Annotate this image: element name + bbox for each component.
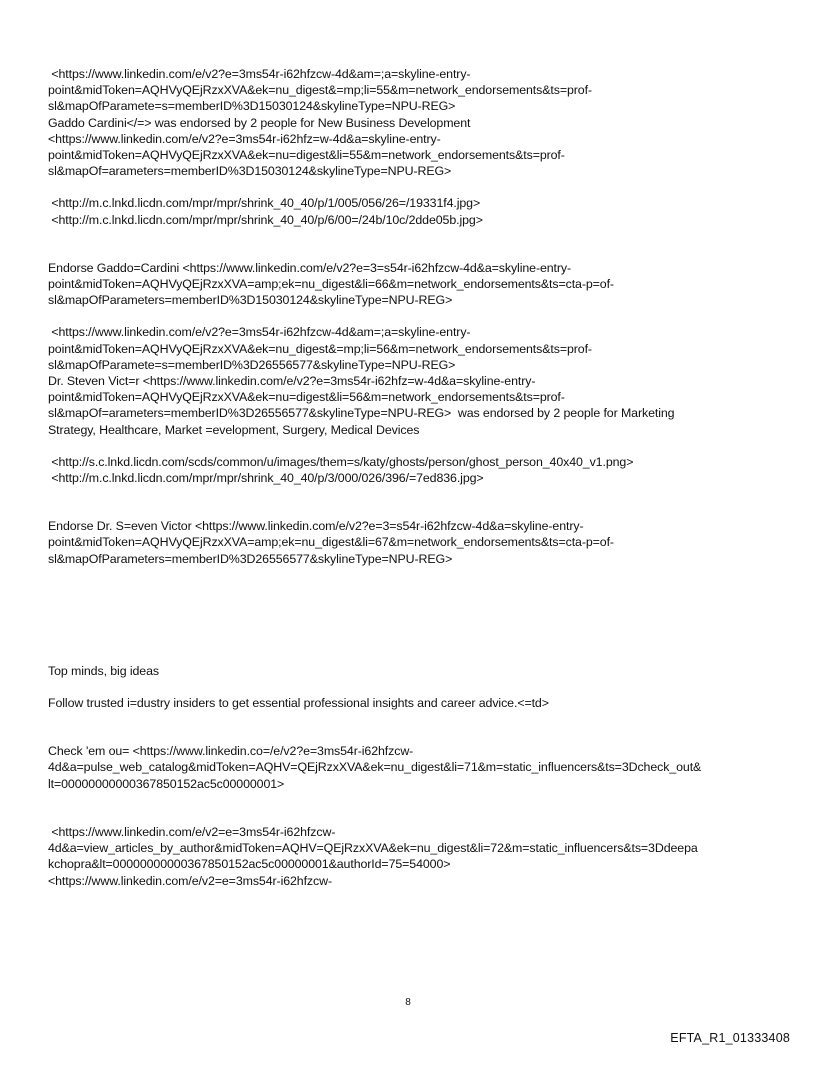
endorse-gaddo-link: Endorse Gaddo=Cardini <https://www.linkedin.com/e/v2?e=3=s54r-i62hfzcw-4d&a=skyline-entry- point&midToken=AQHVyQEjRzxXVA=amp;ek=nu_digest&li=66&m=network_endorsements&ts=cta-p=of- sl&mapOfParameters=memberID%3D15030124&skylineType=NPU-REG> bbox=[48, 260, 614, 308]
document-id: EFTA_R1_01333408 bbox=[670, 1031, 790, 1045]
image-links-gaddo: <http://m.c.lnkd.licdn.com/mpr/mpr/shrink_40_40/p/1/005/056/26=/19331f4.jpg> <http://m.c.lnkd.licdn.com/mpr/mpr/shrink_40_40/p/6/00=/24b/10c/2dde05b.jpg> bbox=[51, 196, 483, 227]
document-body bbox=[48, 66, 778, 889]
image-links-steven: <http://s.c.lnkd.licdn.com/scds/common/u/images/them=s/katy/ghosts/person/ghost_person_40x40_v1.png> <http://m.c.lnkd.licdn.com/mpr/mpr/shrink_40_40/p/3/000/026/396/=7ed836.jpg> bbox=[51, 454, 634, 486]
section-heading: Top minds, big ideas bbox=[48, 663, 159, 678]
check-out-link: Check 'em ou= <https://www.linkedin.co=/e/v2?e=3ms54r-i62hfzcw- 4d&a=pulse_web_catalog&midToken=AQHV=QEjRzxXVA&ek=nu_digest&li=71&m=static_influencers&ts=3Dcheck_out& lt=00000000000367850152ac5c00000001> bbox=[48, 744, 702, 791]
endorse-steven-link: Endorse Dr. S=even Victor <https://www.linkedin.com/e/v2?e=3=s54r-i62hfzcw-4d&a=skyline-entry- point&midToken=AQHVyQEjRzxXVA=amp;ek=nu_digest&li=67&m=network_endorsements&ts=cta-p=of- sl&mapOfParameters=memberID%3D26556577&skylineType=NPU-REG> bbox=[48, 519, 614, 566]
endorsement-steven-victor: <https://www.linkedin.com/e/v2?e=3ms54r-i62hfzcw-4d&am=;a=skyline-entry- point&midToken=AQHVyQEjRzxXVA&ek=nu_digest&=mp;li=56&m=network_endorsements&ts=prof- sl&mapOfParamete=s=memberID%3D26556577&skylineType=NPU-REG> Dr. Steven Vict=r <https://www.linkedin.com/e/v2?e=3ms54r-i62hfz=w-4d&a=skyline-entry- point&midToken=AQHVyQEjRzxXVA&ek=nu=digest&li=56&m=network_endorsements&ts=prof- sl&mapOf=arameters=memberID%3D26556577&skylineType=NPU-REG> was endorsed by 2 people for Marketing Strategy, Healthcare, Market =evelopment, Surgery, Medical Devices bbox=[48, 325, 675, 437]
page-number: 8 bbox=[405, 997, 411, 1008]
section-description: Follow trusted i=dustry insiders to get essential professional insights and career advice.<=td> bbox=[48, 696, 549, 711]
view-articles-link: <https://www.linkedin.com/e/v2=e=3ms54r-i62hfzcw- 4d&a=view_articles_by_author&midToken=AQHV=QEjRzxXVA&ek=nu_digest&li=72&m=static_influencers&ts=3Ddeepa kchopra&lt=00000000000367850152ac5c00000001&authorId=75=54000> <https://www.linkedin.com/e/v2=e=3ms54r-i62hfzcw- bbox=[48, 824, 698, 888]
endorsement-gaddo-cardini: <https://www.linkedin.com/e/v2?e=3ms54r-i62hfzcw-4d&am=;a=skyline-entry- point&midToken=AQHVyQEjRzxXVA&ek=nu_digest&=mp;li=55&m=network_endorsements&ts=prof- sl&mapOfParamete=s=memberID%3D15030124&skylineType=NPU-REG> Gaddo Cardini</=> was endorsed by 2 people for New Business Development <https://www.linkedin.com/e/v2?e=3ms54r-i62hfz=w-4d&a=skyline-entry- point&midToken=AQHVyQEjRzxXVA&ek=nu=digest&li=55&m=network_endorsements&ts=prof- sl&mapOf=arameters=memberID%3D15030124&skylineType=NPU-REG> bbox=[48, 67, 592, 179]
